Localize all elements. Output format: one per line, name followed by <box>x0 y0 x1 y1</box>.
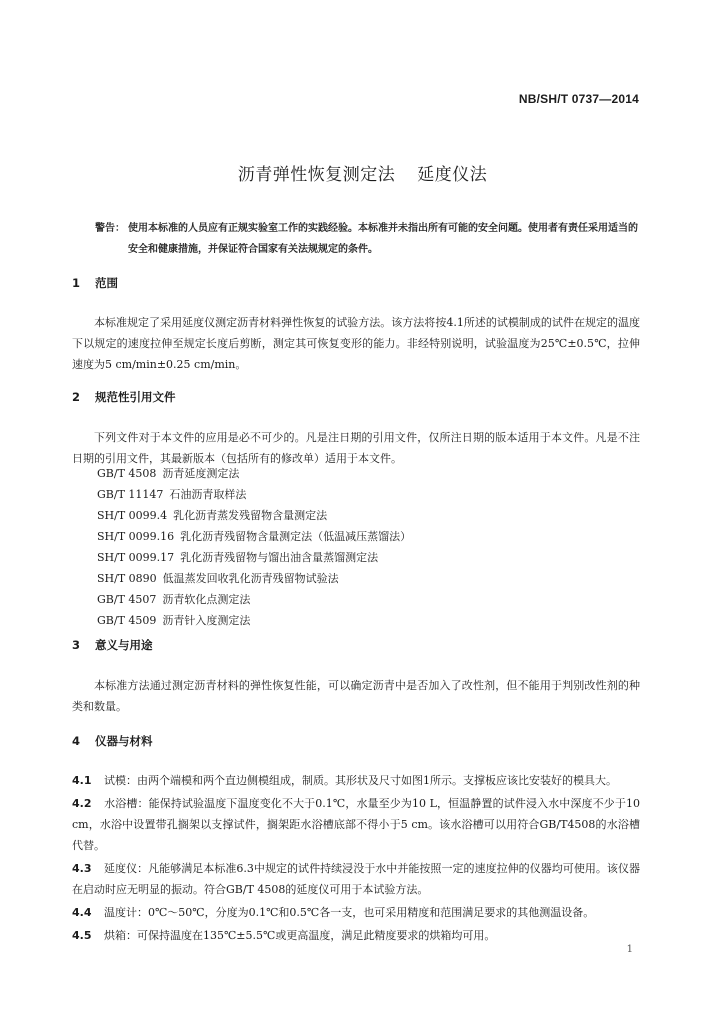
reference-item <box>97 610 411 631</box>
reference-name: 低温蒸发回收乳化沥青残留物试验法 <box>162 572 339 585</box>
section-title: 规范性引用文件 <box>95 390 176 404</box>
reference-name: 乳化沥青蒸发残留物含量测定法 <box>173 509 328 522</box>
warning-text: 使用本标准的人员应有正规实验室工作的实践经验。本标准并未指出所有可能的安全问题。使用者有责任采用适当的安全和健康措施，并保证符合国家有关法规规定的条件。 <box>128 223 638 255</box>
section-title: 范围 <box>95 276 118 290</box>
item-number: 4.5 <box>72 929 92 942</box>
reference-code: SH/T 0890 <box>97 572 157 585</box>
reference-name: 石油沥青取样法 <box>169 488 247 501</box>
reference-code: SH/T 0099.17 <box>97 551 175 564</box>
reference-item <box>97 568 411 589</box>
section-number: 4 <box>72 734 81 748</box>
reference-code: SH/T 0099.4 <box>97 509 168 522</box>
reference-name: 沥青软化点测定法 <box>162 593 251 606</box>
instrument-item <box>72 770 640 791</box>
reference-name: 沥青针入度测定法 <box>162 614 251 627</box>
reference-item <box>97 463 411 484</box>
instrument-item <box>72 925 640 946</box>
section-number: 2 <box>72 390 81 404</box>
reference-code: GB/T 4509 <box>97 614 157 627</box>
page-number: 1 <box>626 944 633 955</box>
reference-code: SH/T 0099.16 <box>97 530 175 543</box>
section-3-paragraph: 本标准方法通过测定沥青材料的弹性恢复性能，可以确定沥青中是否加入了改性剂，但不能用于判别改性剂的种类和数量。 <box>72 679 640 713</box>
item-text: 水浴槽：能保持试验温度下温度变化不大于0.1℃，水量至少为10 L，恒温静置的试件浸入水中深度不少于10 cm，水浴中设置带孔搁架以支撑试件，搁架距水浴槽底部不得小于5 cm。该水浴槽可以用符合GB/T4508的水浴槽代替。 <box>72 797 640 852</box>
reference-name: 沥青延度测定法 <box>162 467 240 480</box>
section-heading-4 <box>72 733 153 749</box>
section-heading-3 <box>72 637 153 653</box>
reference-code: GB/T 4508 <box>97 467 157 480</box>
section-1-paragraph: 本标准规定了采用延度仪测定沥青材料弹性恢复的试验方法。该方法将按4.1所述的试模制成的试件在规定的温度下以规定的速度拉伸至规定长度后剪断，测定其可恢复变形的能力。非经特别说明，试验温度为25℃±0.5℃，拉伸速度为5 cm/min±0.25 cm/min。 <box>72 316 640 371</box>
section-heading-1 <box>72 275 118 291</box>
instrument-item <box>72 858 640 900</box>
section-heading-2 <box>72 389 176 405</box>
section-2-intro: 下列文件对于本文件的应用是必不可少的。凡是注日期的引用文件，仅所注日期的版本适用于本文件。凡是不注日期的引用文件，其最新版本（包括所有的修改单）适用于本文件。 <box>72 431 640 465</box>
warning-notice <box>95 218 643 260</box>
item-number: 4.2 <box>72 797 92 810</box>
section-number: 1 <box>72 276 81 290</box>
reference-item <box>97 547 411 568</box>
item-text: 延度仪：凡能够满足本标准6.3中规定的试件持续浸没于水中并能按照一定的速度拉伸的仪器均可使用。该仪器在启动时应无明显的振动。符合GB/T 4508的延度仪可用于本试验方法。 <box>72 862 640 896</box>
item-number: 4.4 <box>72 906 92 919</box>
instrument-item <box>72 902 640 923</box>
reference-name: 乳化沥青残留物含量测定法（低温减压蒸馏法） <box>180 530 412 543</box>
document-title <box>0 160 725 185</box>
title-sub: 延度仪法 <box>417 165 488 185</box>
instrument-item <box>72 793 640 856</box>
item-number: 4.3 <box>72 862 92 875</box>
item-number: 4.1 <box>72 774 92 787</box>
reference-name: 乳化沥青残留物与馏出油含量蒸馏测定法 <box>180 551 379 564</box>
reference-item <box>97 505 411 526</box>
reference-code: GB/T 11147 <box>97 488 164 501</box>
title-main: 沥青弹性恢复测定法 <box>237 165 396 185</box>
item-text: 温度计：0℃～50℃，分度为0.1℃和0.5℃各一支，也可采用精度和范围满足要求的其他测温设备。 <box>104 906 595 919</box>
item-text: 试模：由两个端模和两个直边侧模组成，制质。其形状及尺寸如图1所示。支撑板应该比安装好的模具大。 <box>104 774 617 787</box>
section-number: 3 <box>72 638 81 652</box>
item-text: 烘箱：可保持温度在135℃±5.5℃或更高温度，满足此精度要求的烘箱均可用。 <box>104 929 496 942</box>
standard-code: NB/SH/T 0737—2014 <box>518 92 639 106</box>
warning-label: 警告： <box>95 223 125 234</box>
section-title: 仪器与材料 <box>95 734 153 748</box>
section-title: 意义与用途 <box>95 638 153 652</box>
reference-item <box>97 484 411 505</box>
reference-item <box>97 526 411 547</box>
reference-code: GB/T 4507 <box>97 593 157 606</box>
reference-item <box>97 589 411 610</box>
reference-list <box>97 463 411 631</box>
instrument-list <box>72 770 640 946</box>
